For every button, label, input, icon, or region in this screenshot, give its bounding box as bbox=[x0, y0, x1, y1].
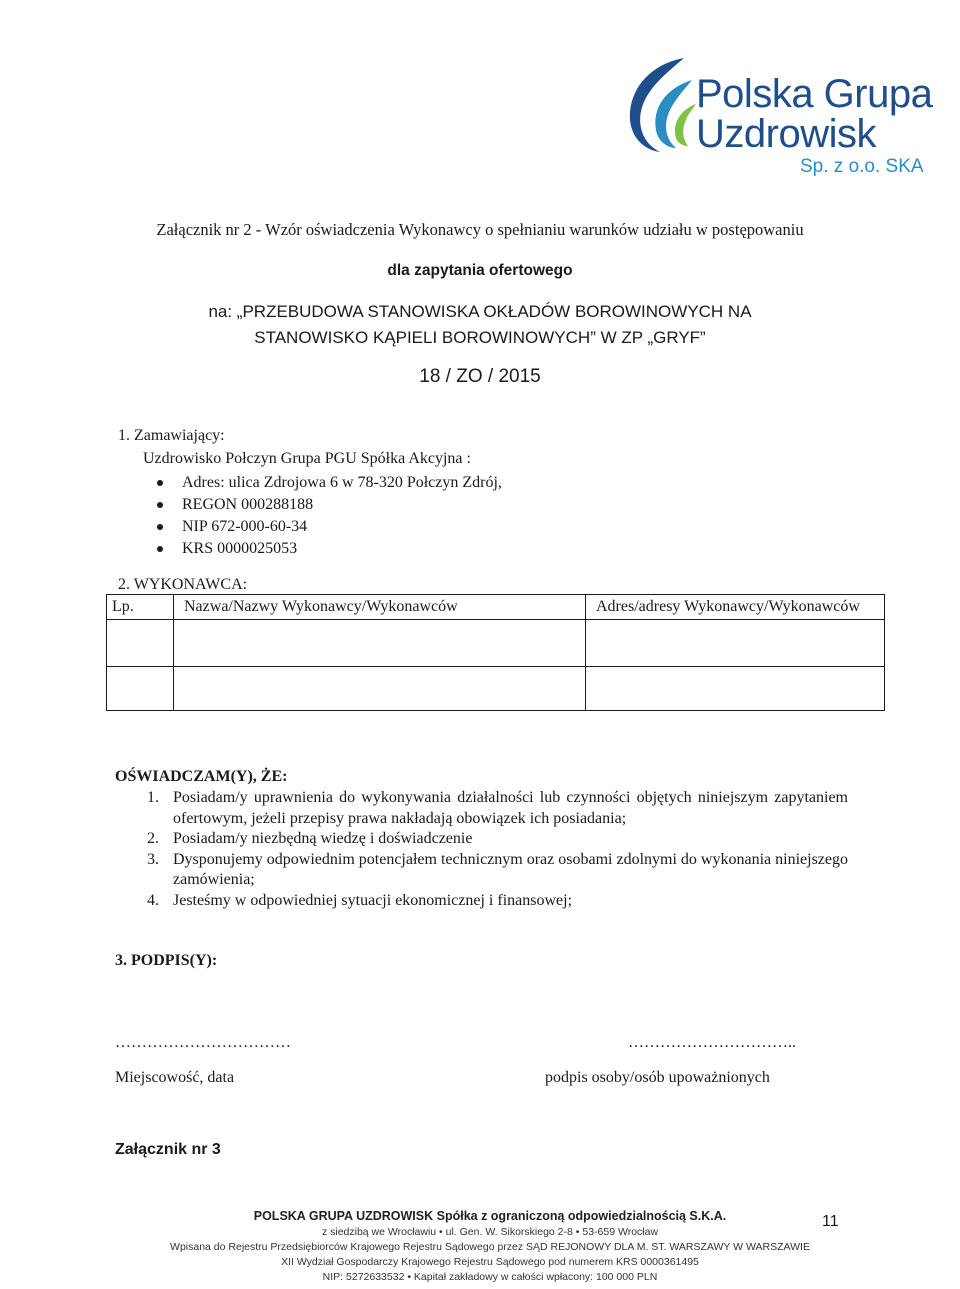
list-item-text: Jesteśmy w odpowiedniej sytuacji ekonomicznej i finansowej; bbox=[173, 891, 573, 909]
table-cell-lp[interactable] bbox=[107, 667, 174, 711]
column-header-lp: Lp. bbox=[107, 595, 174, 620]
list-item bbox=[115, 891, 848, 912]
footer-company: POLSKA GRUPA UZDROWISK Spółka z ograniczoną odpowiedzialnością S.K.A. bbox=[253, 1209, 727, 1223]
list-item-number: 1. bbox=[147, 789, 159, 806]
list-item-text: Dysponujemy odpowiednim potencjałem technicznym oraz osobami zdolnymi do wykonania niniejszego zamówienia; bbox=[173, 850, 848, 888]
page-number: 11 bbox=[822, 1213, 839, 1230]
list-item bbox=[157, 516, 502, 538]
list-item bbox=[115, 850, 848, 891]
detail-nip: NIP 672-000-60-34 bbox=[182, 518, 308, 535]
place-date-field[interactable]: …………………………… bbox=[115, 1034, 291, 1051]
section-oswiadczam-heading: OŚWIADCZAM(Y), ŻE: bbox=[115, 768, 288, 785]
footer-address: z siedzibą we Wrocławiu • ul. Gen. W. Sikorskiego 2-8 • 53-659 Wrocław bbox=[321, 1226, 659, 1238]
next-attachment-heading: Załącznik nr 3 bbox=[115, 1141, 221, 1158]
list-item-number: 2. bbox=[147, 830, 159, 847]
list-item bbox=[115, 788, 848, 829]
list-item-text: Posiadam/y uprawnienia do wykonywania działalności lub czynności objętych niniejszym zapytaniem ofertowym, jeżeli przepisy prawa nakładają obowiązek ich posiadania; bbox=[173, 789, 848, 827]
declarations-list bbox=[115, 788, 848, 911]
list-item-number: 4. bbox=[147, 891, 159, 909]
logo-swirl-icon bbox=[610, 50, 700, 160]
list-item-text: Posiadam/y niezbędną wiedzę i doświadczenie bbox=[173, 830, 473, 847]
table-cell-address[interactable] bbox=[586, 667, 885, 711]
project-title-line2: STANOWISKO KĄPIELI BOROWINOWYCH” W ZP „GRYF” bbox=[254, 328, 706, 347]
zamawiajacy-name: Uzdrowisko Połczyn Grupa PGU Spółka Akcyjna : bbox=[143, 450, 471, 467]
detail-krs: KRS 0000025053 bbox=[182, 540, 298, 557]
bullet-icon bbox=[157, 524, 163, 530]
zamawiajacy-details-list bbox=[157, 472, 502, 560]
table-header-row bbox=[107, 595, 885, 620]
table-cell-address[interactable] bbox=[586, 620, 885, 667]
bullet-icon bbox=[157, 502, 163, 508]
list-item bbox=[157, 494, 502, 516]
logo-text-line1: Polska Grupa bbox=[696, 72, 933, 116]
list-item bbox=[115, 829, 848, 850]
place-date-label: Miejscowość, data bbox=[115, 1069, 235, 1086]
detail-regon: REGON 000288188 bbox=[182, 496, 314, 513]
column-header-name: Nazwa/Nazwy Wykonawcy/Wykonawców bbox=[174, 595, 586, 620]
section-wykonawca-heading: 2. WYKONAWCA: bbox=[118, 576, 248, 593]
footer-registry2: XII Wydział Gospodarczy Krajowego Rejestru Sądowego pod numerem KRS 0000361495 bbox=[281, 1256, 699, 1268]
reference-number: 18 / ZO / 2015 bbox=[419, 366, 541, 387]
section-zamawiajacy-heading: 1. Zamawiający: bbox=[118, 427, 225, 444]
table-cell-name[interactable] bbox=[174, 620, 586, 667]
wykonawca-table bbox=[106, 594, 885, 711]
bullet-icon bbox=[157, 480, 163, 486]
signature-label: podpis osoby/osób upoważnionych bbox=[545, 1069, 770, 1086]
list-item bbox=[157, 472, 502, 494]
footer-registry1: Wpisana do Rejestru Przedsiębiorców Krajowego Rejestru Sądowego przez SĄD REJONOWY DLA M. ST. WARSZAWY W WARSZAWIE bbox=[170, 1241, 810, 1253]
project-title-line1: na: „PRZEBUDOWA STANOWISKA OKŁADÓW BOROWINOWYCH NA bbox=[208, 302, 752, 321]
list-item bbox=[157, 538, 502, 560]
page-footer bbox=[120, 1208, 860, 1285]
logo-text-line2: Uzdrowisk bbox=[696, 112, 876, 156]
document-title: Załącznik nr 2 - Wzór oświadczenia Wykonawcy o spełnianiu warunków udziału w postępowaniu bbox=[156, 220, 804, 239]
table-cell-name[interactable] bbox=[174, 667, 586, 711]
table-row bbox=[107, 667, 885, 711]
bullet-icon bbox=[157, 546, 163, 552]
table-cell-lp[interactable] bbox=[107, 620, 174, 667]
detail-address: Adres: ulica Zdrojowa 6 w 78-320 Połczyn Zdrój, bbox=[182, 474, 502, 491]
footer-nip: NIP: 5272633532 • Kapitał zakładowy w całości wpłacony: 100 000 PLN bbox=[322, 1271, 658, 1283]
document-subtitle: dla zapytania ofertowego bbox=[387, 262, 573, 279]
section-podpis-heading: 3. PODPIS(Y): bbox=[115, 952, 218, 969]
list-item-number: 3. bbox=[147, 850, 159, 868]
table-row bbox=[107, 620, 885, 667]
column-header-address: Adres/adresy Wykonawcy/Wykonawców bbox=[586, 595, 885, 620]
company-logo bbox=[610, 50, 933, 180]
logo-text-line3: Sp. z o.o. SKA bbox=[800, 156, 924, 177]
signature-field[interactable]: ………………………….. bbox=[628, 1034, 796, 1051]
